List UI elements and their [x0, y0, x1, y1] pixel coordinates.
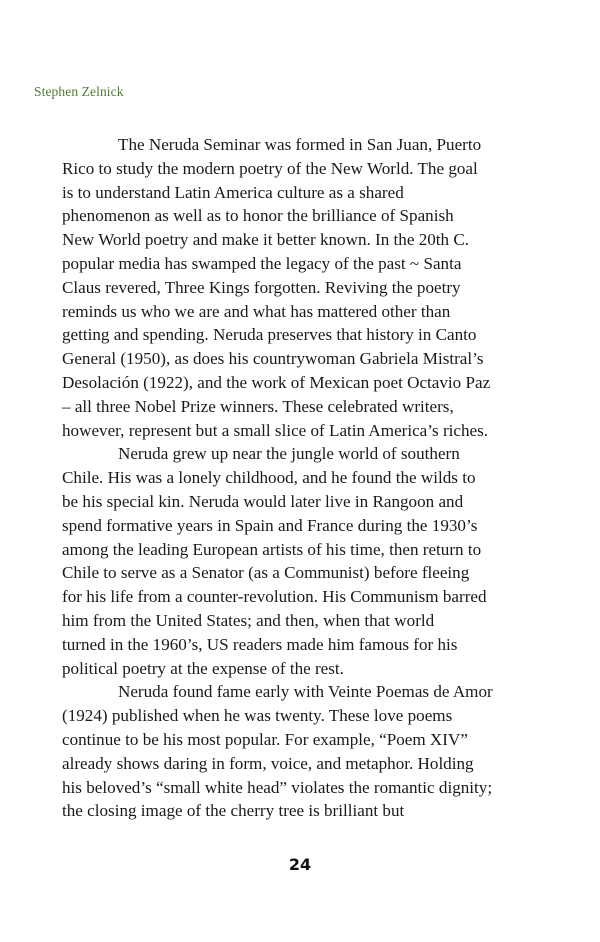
text-line: Desolación (1922), and the work of Mexican poet Octavio Paz	[62, 372, 491, 392]
text-line: – all three Nobel Prize winners. These celebrated writers,	[62, 396, 454, 416]
text-line: reminds us who we are and what has mattered other than	[62, 301, 451, 321]
text-line: is to understand Latin America culture as a shared	[62, 182, 404, 202]
text-line: (1924) published when he was twenty. These love poems	[62, 706, 453, 726]
text-line: Neruda found fame early with Veinte Poemas de Amor	[118, 682, 493, 702]
text-line: his beloved’s “small white head” violates the romantic dignity;	[62, 777, 493, 797]
body-text	[62, 133, 582, 823]
text-line: phenomenon as well as to honor the brilliance of Spanish	[62, 206, 454, 226]
text-line: General (1950), as does his countrywoman Gabriela Mistral’s	[62, 349, 484, 369]
text-line: turned in the 1960’s, US readers made him famous for his	[62, 634, 458, 654]
text-line: among the leading European artists of his time, then return to	[62, 539, 482, 559]
text-line: spend formative years in Spain and France during the 1930’s	[62, 515, 478, 535]
text-line: New World poetry and make it better known. In the 20th C.	[62, 230, 470, 250]
running-head-author: Stephen Zelnick	[34, 84, 124, 99]
text-line: already shows daring in form, voice, and metaphor. Holding	[62, 753, 474, 773]
text-line: him from the United States; and then, when that world	[62, 610, 435, 630]
text-line: however, represent but a small slice of Latin America’s riches.	[62, 420, 489, 440]
text-line: Rico to study the modern poetry of the New World. The goal	[62, 158, 478, 178]
text-line: for his life from a counter-revolution. His Communism barred	[62, 587, 487, 607]
text-line: Claus revered, Three Kings forgotten. Reviving the poetry	[62, 277, 461, 297]
text-line: getting and spending. Neruda preserves that history in Canto	[62, 325, 477, 345]
text-line: continue to be his most popular. For example, “Poem XIV”	[62, 729, 468, 749]
text-line: Chile. His was a lonely childhood, and he found the wilds to	[62, 468, 476, 488]
text-line: Chile to serve as a Senator (as a Communist) before fleeing	[62, 563, 470, 583]
text-line: Neruda grew up near the jungle world of southern	[118, 444, 460, 464]
text-line: be his special kin. Neruda would later live in Rangoon and	[62, 491, 464, 511]
page-number: 24	[288, 855, 312, 874]
text-line: popular media has swamped the legacy of the past ~ Santa	[62, 253, 462, 273]
text-line: The Neruda Seminar was formed in San Juan, Puerto	[118, 135, 482, 154]
text-line: political poetry at the expense of the rest.	[62, 658, 344, 678]
text-line: the closing image of the cherry tree is brilliant but	[62, 801, 405, 821]
